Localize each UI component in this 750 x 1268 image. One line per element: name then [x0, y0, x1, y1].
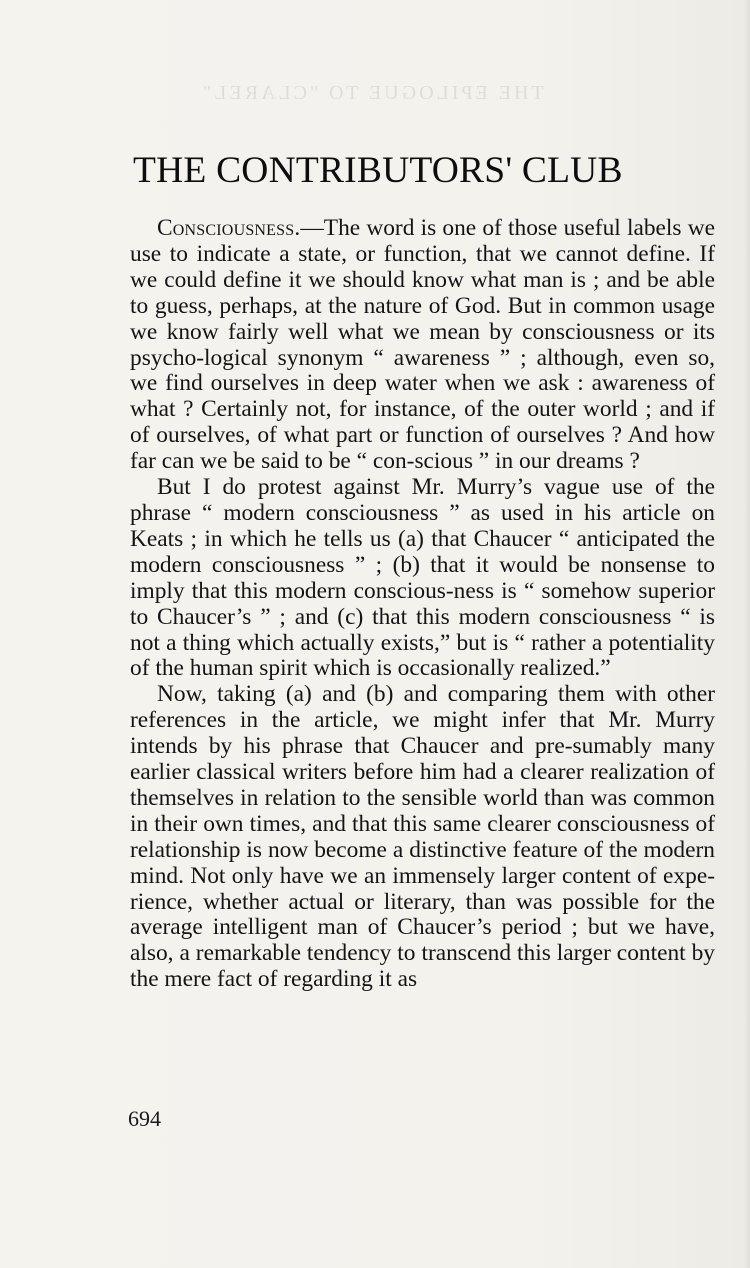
- paragraph-1-text: —The word is one of those useful labels we use to indicate a state, or function, that we cannot define. If we could define it we should know what man is ; and be able to guess, perhaps, at the nature of God. But in common usage we know fairly well what we mean by consciousness or its psycho-logical synonym “ awareness ” ; although, even so, we find ourselves in deep water when we ask : awareness of what ? Certainly not, for instance, of the outer world ; and if of ourselves, of what part or function of ourselves ? And how far can we be said to be “ con-scious ” in our dreams ?: [130, 215, 715, 475]
- page-number: 694: [128, 1106, 161, 1131]
- paragraph-3: Now, taking (a) and (b) and comparing them with other references in the article, we might infer that Mr. Murry intends by his phrase that Chaucer and pre-sumably many earlier classical writers before him had a clearer realization of themselves in relation to the sensible world than was common in their own times, and that this same clearer consciousness of relationship is now become a distinctive feature of the modern mind. Not only have we an immensely larger content of expe-rience, whether actual or literary, than was possible for the average intelligent man of Chaucer’s period ; but we have, also, a remarkable tendency to transcend this larger content by the mere fact of regarding it as: [130, 681, 715, 993]
- page-edge-shadow: [744, 0, 750, 1268]
- section-title: THE CONTRIBUTORS' CLUB: [133, 150, 623, 191]
- lead-word: Consciousness.: [157, 215, 301, 241]
- paragraph-1: [130, 216, 715, 475]
- paragraph-2: But I do protest against Mr. Murry’s vague use of the phrase “ modern consciousness ” as used in his article on Keats ; in which he tells us (a) that Chaucer “ anticipated the modern consciousness ” ; (b) that it would be nonsense to imply that this modern conscious-ness is “ somehow superior to Chaucer’s ” ; and (c) that this modern consciousness “ is not a thing which actually exists,” but is “ rather a potentiality of the human spirit which is occasionally realized.”: [130, 474, 715, 682]
- article-body: [130, 216, 715, 993]
- show-through-running-head: THE EPILOGUE TO "CLAREL": [200, 82, 544, 104]
